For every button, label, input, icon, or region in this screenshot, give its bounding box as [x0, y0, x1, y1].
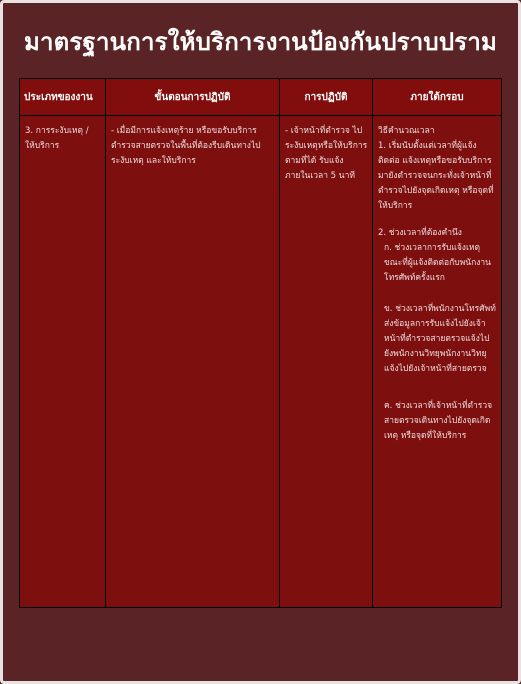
framework-item-2-title: 2. ช่วงเวลาที่ต้องคำนึง — [378, 228, 462, 238]
framework-sub-c: ค. ช่วงเวลาที่เจ้าหน้าที่ตำรวจสายตรวจเดินทางไปยังจุดเกิดเหตุ หรือจุดที่ให้บริการ — [384, 401, 493, 441]
framework-sub-b: ข. ช่วงเวลาที่พนักงานโทรศัพท์ ส่งข้อมูลการรับแจ้งไปยังเจ้าหน้าที่ตำรวจสายตรวจแจ้งไปยังพนักงานวิทยุพนักงานวิทยุแจ้งไปยังเจ้าหน้าที่สายตรวจ — [384, 304, 496, 374]
header-procedure: ขั้นตอนการปฏิบัติ — [106, 79, 280, 116]
header-practice: การปฏิบัติ — [280, 79, 373, 116]
page-title: มาตรฐานการให้บริการงานป้องกันปราบปราม — [23, 28, 498, 56]
cell-framework — [373, 116, 502, 608]
cell-procedure — [106, 116, 280, 608]
practice-text: - เจ้าหน้าที่ตำรวจ ไประงับเหตุหรือให้บริการตามที่ได้ รับแจ้ง ภายในเวลา 5 นาที — [285, 126, 368, 181]
job-type-text: 3. การระงับเหตุ / ให้บริการ — [25, 126, 89, 151]
cell-job-type — [20, 116, 106, 608]
service-standard-table — [19, 78, 502, 608]
header-job-type: ประเภทของงาน — [20, 79, 106, 116]
cell-practice — [280, 116, 373, 608]
header-framework: ภายใต้กรอบ — [373, 79, 502, 116]
framework-sub-a: ก. ช่วงเวลาการรับแจ้งเหตุ ขณะที่ผู้แจ้งติดต่อกับพนักงานโทรศัพท์ครั้งแรก — [384, 243, 491, 283]
framework-method-title: วิธีคำนวณเวลา — [378, 126, 435, 136]
table-header-row — [20, 79, 502, 116]
table-row — [20, 116, 502, 608]
framework-item-1: 1. เริ่มนับตั้งแต่เวลาที่ผู้แจ้งติดต่อ แจ้งเหตุหรือขอรับบริการมายังตำรวจจนกระทั่งเจ้าหน้าที่ตำรวจไปยังจุดเกิดเหตุ หรือจุดที่ให้บริการ — [378, 141, 494, 211]
procedure-text: - เมื่อมีการแจ้งเหตุร้าย หรือขอรับบริการตำรวจสายตรวจในพื้นที่ต้องรีบเดินทางไประงับเหตุ และให้บริการ — [111, 126, 261, 166]
